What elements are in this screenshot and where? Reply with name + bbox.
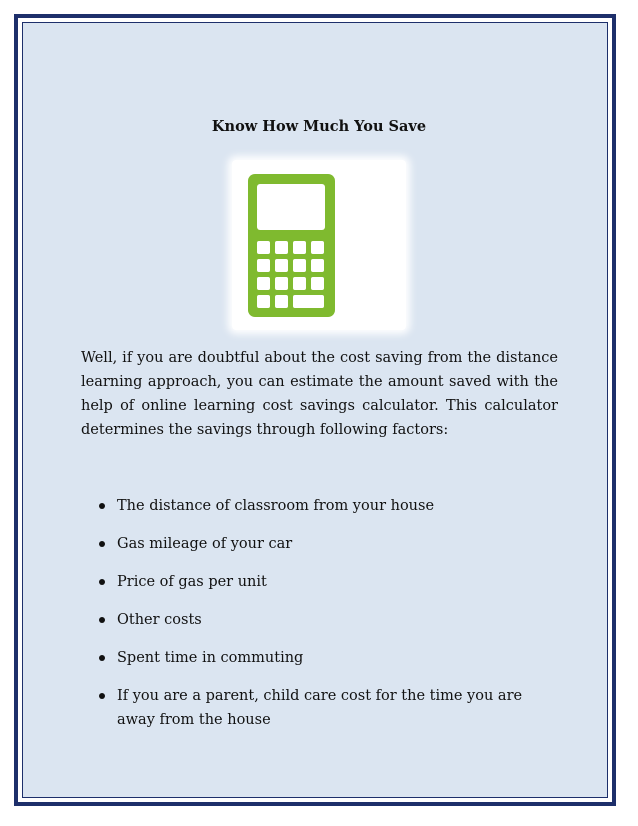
bullet-icon: [99, 655, 105, 661]
list-item-text: Spent time in commuting: [117, 650, 304, 666]
list-item-text: The distance of classroom from your house: [117, 498, 435, 514]
list-item: [99, 532, 561, 556]
calculator-key: [311, 277, 324, 290]
calculator-key: [257, 295, 270, 308]
calculator-key: [257, 241, 270, 254]
bullet-icon: [99, 617, 105, 623]
list-item: [99, 608, 561, 632]
bullet-icon: [99, 503, 105, 509]
calculator-key: [257, 259, 270, 272]
bullet-icon: [99, 693, 105, 699]
bullet-icon: [99, 579, 105, 585]
list-item: [99, 494, 561, 518]
document-title: Know How Much You Save: [211, 118, 427, 135]
list-item: [99, 646, 561, 670]
calculator-icon: [248, 174, 335, 317]
calculator-key: [275, 277, 288, 290]
list-item: [99, 570, 561, 594]
calculator-key: [293, 277, 306, 290]
calculator-key: [275, 295, 288, 308]
calculator-key: [257, 277, 270, 290]
list-item-text: Other costs: [117, 612, 202, 628]
calculator-key: [293, 259, 306, 272]
intro-paragraph: Well, if you are doubtful about the cost saving from the distance learning approach, you can estimate the amount saved with the help of online learning cost savings calculator. This calculator determines the savings through following factors:: [81, 350, 558, 438]
list-item-text: Price of gas per unit: [117, 574, 267, 590]
list-item: [99, 684, 561, 732]
calculator-key: [293, 241, 306, 254]
calculator-key: [311, 241, 324, 254]
calculator-screen: [257, 184, 325, 230]
calculator-key: [275, 241, 288, 254]
calculator-key-wide: [293, 295, 324, 308]
calculator-key: [275, 259, 288, 272]
calculator-key: [311, 259, 324, 272]
list-item-text: If you are a parent, child care cost for the time you are away from the house: [117, 688, 523, 728]
bullet-icon: [99, 541, 105, 547]
factor-list: [99, 494, 561, 746]
list-item-text: Gas mileage of your car: [117, 536, 293, 552]
